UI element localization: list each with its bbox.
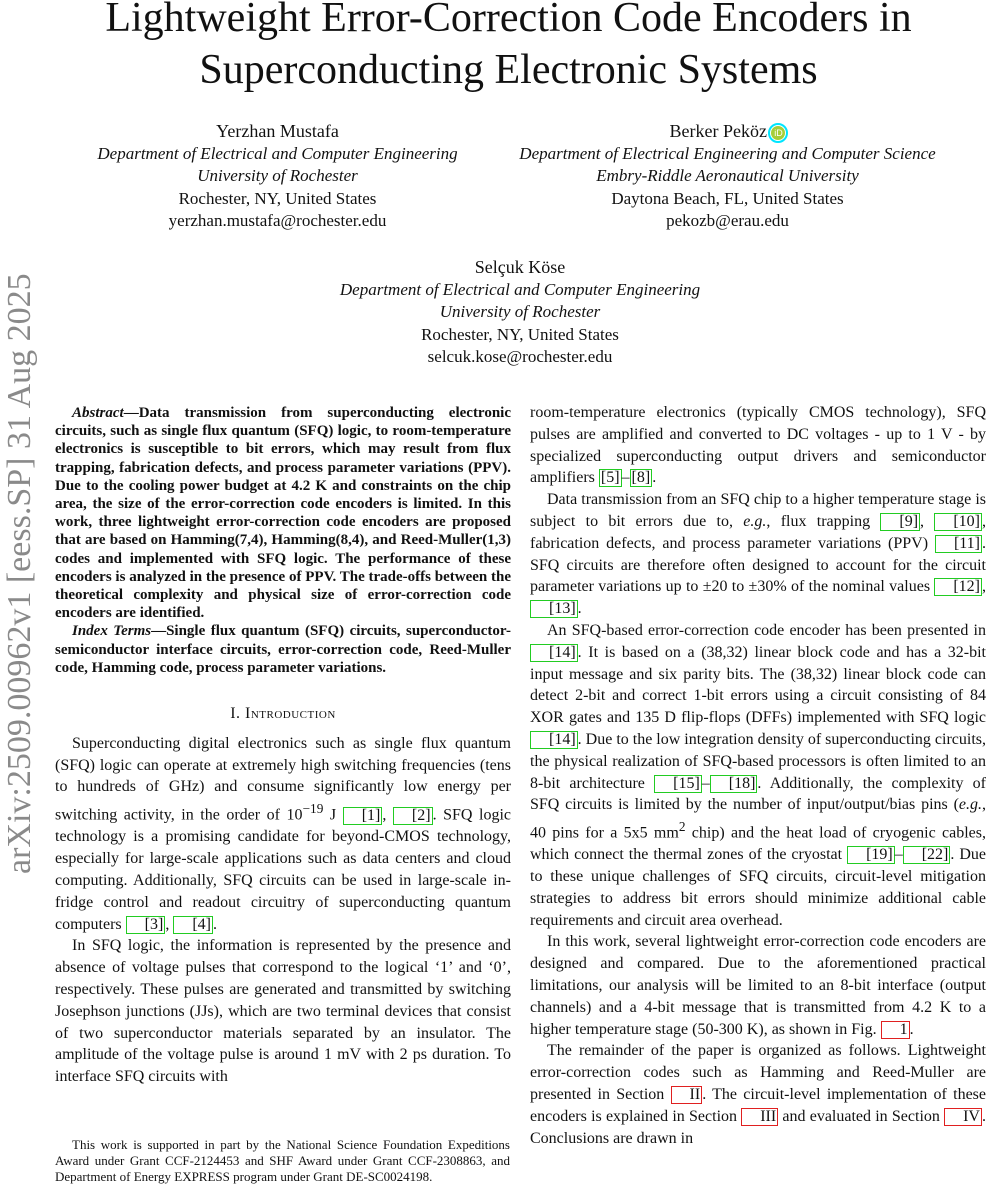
index-terms [55,622,511,677]
intro-paragraph-2: In SFQ logic, the information is represented by the presence and absence of voltage pulses that correspond to the logical ‘1’ and ‘0’, respectively. These pulses are generated and transmitted by switching Josephson junctions (JJs), which are two terminal devices that consist of two superconductor materials separated by an insulator. The amplitude of the voltage pulse is around 1 mV with 2 ps duration. To interface SFQ circuits with [55,937,511,1086]
index-terms-label: Index Terms [72,623,152,640]
section-heading: I. Introduction [230,705,336,723]
figure-link[interactable]: 1 [881,1021,910,1039]
author-dept: Department of Electrical and Computer Engineering [339,279,701,299]
intro-paragraph-1: Superconducting digital electronics such as single flux quantum (SFQ) logic can operate at extremely high switching frequencies (tens to hundreds of GHz) and consume significantly low energy per switching activity, in the order of $10^{-19}$ J [1] , [2] . SFQ logic technology is a promising candidate for beyond-CMOS technology, especially for large-scale applications such as data centers and cloud computing. Additionally, SFQ circuits can be used in large-scale in-fridge control and readout circuitry of superconducting quantum computers [3] , [4] . [55,734,511,933]
intro-paragraph-7: The remainder of the paper is organized as follows. Lightweight error-correction codes such as Hamming and Reed-Muller are presented in Section II . The circuit-level implementation of these encoders is explained in Section III and evaluated in Section IV . Conclusions are drawn in [530,1042,986,1147]
citation-link[interactable]: [15] [654,775,702,793]
author-name: Berker Peköz [669,121,767,141]
section-link[interactable]: II [671,1086,703,1104]
citation-link[interactable]: [22] [903,846,951,864]
citation-link[interactable]: [18] [710,775,758,793]
section-link[interactable]: IV [944,1108,982,1126]
paper-title: Lightweight Error-Correction Code Encoders in Superconducting Electronic Systems [105,0,912,93]
citation-link[interactable]: [12] [934,578,982,596]
arxiv-stamp[interactable]: arXiv:2509.00962v1 [eess.SP] 31 Aug 2025 [1,273,38,874]
citation-link[interactable]: [14] [530,644,578,662]
right-column [530,402,986,1149]
citation-link[interactable]: [1] [343,807,383,825]
section-link[interactable]: III [741,1108,778,1126]
author-name: Yerzhan Mustafa [216,121,339,141]
left-column [55,404,511,1088]
footnote: This work is supported in part by the National Science Foundation Expeditions Award under Grant CCF-2124453 and SHF Award under Grant CCF-2308863, and Department of Energy EXPRESS program under Grant DE-SC0024198. [55,1137,510,1184]
author-block-1 [80,120,475,233]
intro-paragraph-4: Data transmission from an SFQ chip to a higher temperature stage is subject to bit errors due to, e.g., flux trapping [9] , [10] , fabrication defects, and process parameter variations (PPV) [11] . SFQ circuits are therefore often designed to account for the circuit parameter variations up to ±20 to ±30% of the nominal values [12] , [13] . [530,491,986,618]
citation-link[interactable]: [4] [173,916,213,934]
author-email[interactable]: pekozb@erau.edu [666,211,789,230]
author-dept: Department of Electrical and Computer Engineering [97,143,458,163]
author-name: Selçuk Köse [474,257,566,277]
author-univ: Embry-Riddle Aeronautical University [596,166,859,185]
index-terms-text: —Single flux quantum (SFQ) circuits, superconductor-semiconductor interface circuits, error-correction code, Reed-Muller code, Hamming code, process parameter variations. [55,623,511,676]
author-location: Rochester, NY, United States [421,324,619,344]
author-block-2 [490,120,965,233]
intro-paragraph-3: room-temperature electronics (typically CMOS technology), SFQ pulses are amplified and converted to DC voltages - up to 1 V - by specialized superconducting output drivers and semiconductor amplifiers [5] – [8] . [530,404,986,487]
citation-link[interactable]: [13] [530,600,578,618]
abstract [55,404,511,622]
author-univ: University of Rochester [439,302,601,321]
citation-link[interactable]: [11] [935,535,982,553]
intro-paragraph-6: In this work, several lightweight error-correction code encoders are designed and compared. Due to the aforementioned practical limitations, our analysis will be limited to an 8-bit interface (output channels) and a 4-bit message that is transmitted from 4.2 K to a higher temperature stage (50-300 K), as shown in Fig. 1 . [530,933,986,1038]
citation-link[interactable]: [19] [847,846,895,864]
intro-paragraph-5: An SFQ-based error-correction code encoder has been presented in [14] . It is based on a (38,32) linear block code and has a 32-bit input message and six parity bits. The (38,32) linear block code can detect 2-bit and correct 1-bit errors using a circuit consisting of 84 XOR gates and 135 D flip-flops (DFFs) implemented with SFQ logic [14] . Due to the low integration density of superconducting circuits, the physical realization of SFQ-based processors is often limited to an 8-bit architecture [15] – [18] . Additionally, the complexity of SFQ circuits is limited by the number of input/output/bias pins (e.g., 40 pins for a 5x5 $mm^2$ chip) and the heat load of cryogenic cables, which connect the thermal zones of the cryostat [19] – [22] . Due to these unique challenges of SFQ circuits, circuit-level mitigation strategies to address bit errors should minimize additional cable requirements and circuit area overhead. [530,621,987,929]
citation-link[interactable]: [9] [880,513,920,531]
citation-link[interactable]: [10] [934,513,982,531]
author-email[interactable]: yerzhan.mustafa@rochester.edu [168,211,387,230]
citation-link[interactable]: [3] [126,916,166,934]
citation-link[interactable]: [14] [530,731,578,749]
author-email[interactable]: selcuk.kose@rochester.edu [427,347,613,366]
author-location: Rochester, NY, United States [178,188,377,208]
author-dept: Department of Electrical Engineering and Computer Science [519,143,936,163]
author-location: Daytona Beach, FL, United States [611,188,844,208]
abstract-label: Abstract [72,405,124,421]
author-univ: University of Rochester [197,166,358,185]
orcid-icon[interactable]: iD [771,126,785,140]
citation-link[interactable]: [5] [600,469,620,487]
abstract-text: —Data transmission from superconducting electronic circuits, such as single flux quantum (SFQ) logic, to room-temperature electronics is susceptible to bit errors, which may result from flux trapping, fabrication defects, and process parameter variations (PPV). Due to the cooling power budget at 4.2 K and constraints on the chip area, the size of the error-correction code encoders is limited. In this work, three lightweight error-correction code encoders are proposed that are based on Hamming(7,4), Hamming(8,4), and Reed-Muller(1,3) codes and implemented with SFQ logic. The performance of these encoders is analyzed in the presence of PPV. The trade-offs between the theoretical complexity and physical size of error-correction code encoders are identified. [55,405,511,622]
citation-link[interactable]: [2] [393,807,433,825]
citation-link[interactable]: [8] [631,469,651,487]
author-block-3 [270,256,770,369]
